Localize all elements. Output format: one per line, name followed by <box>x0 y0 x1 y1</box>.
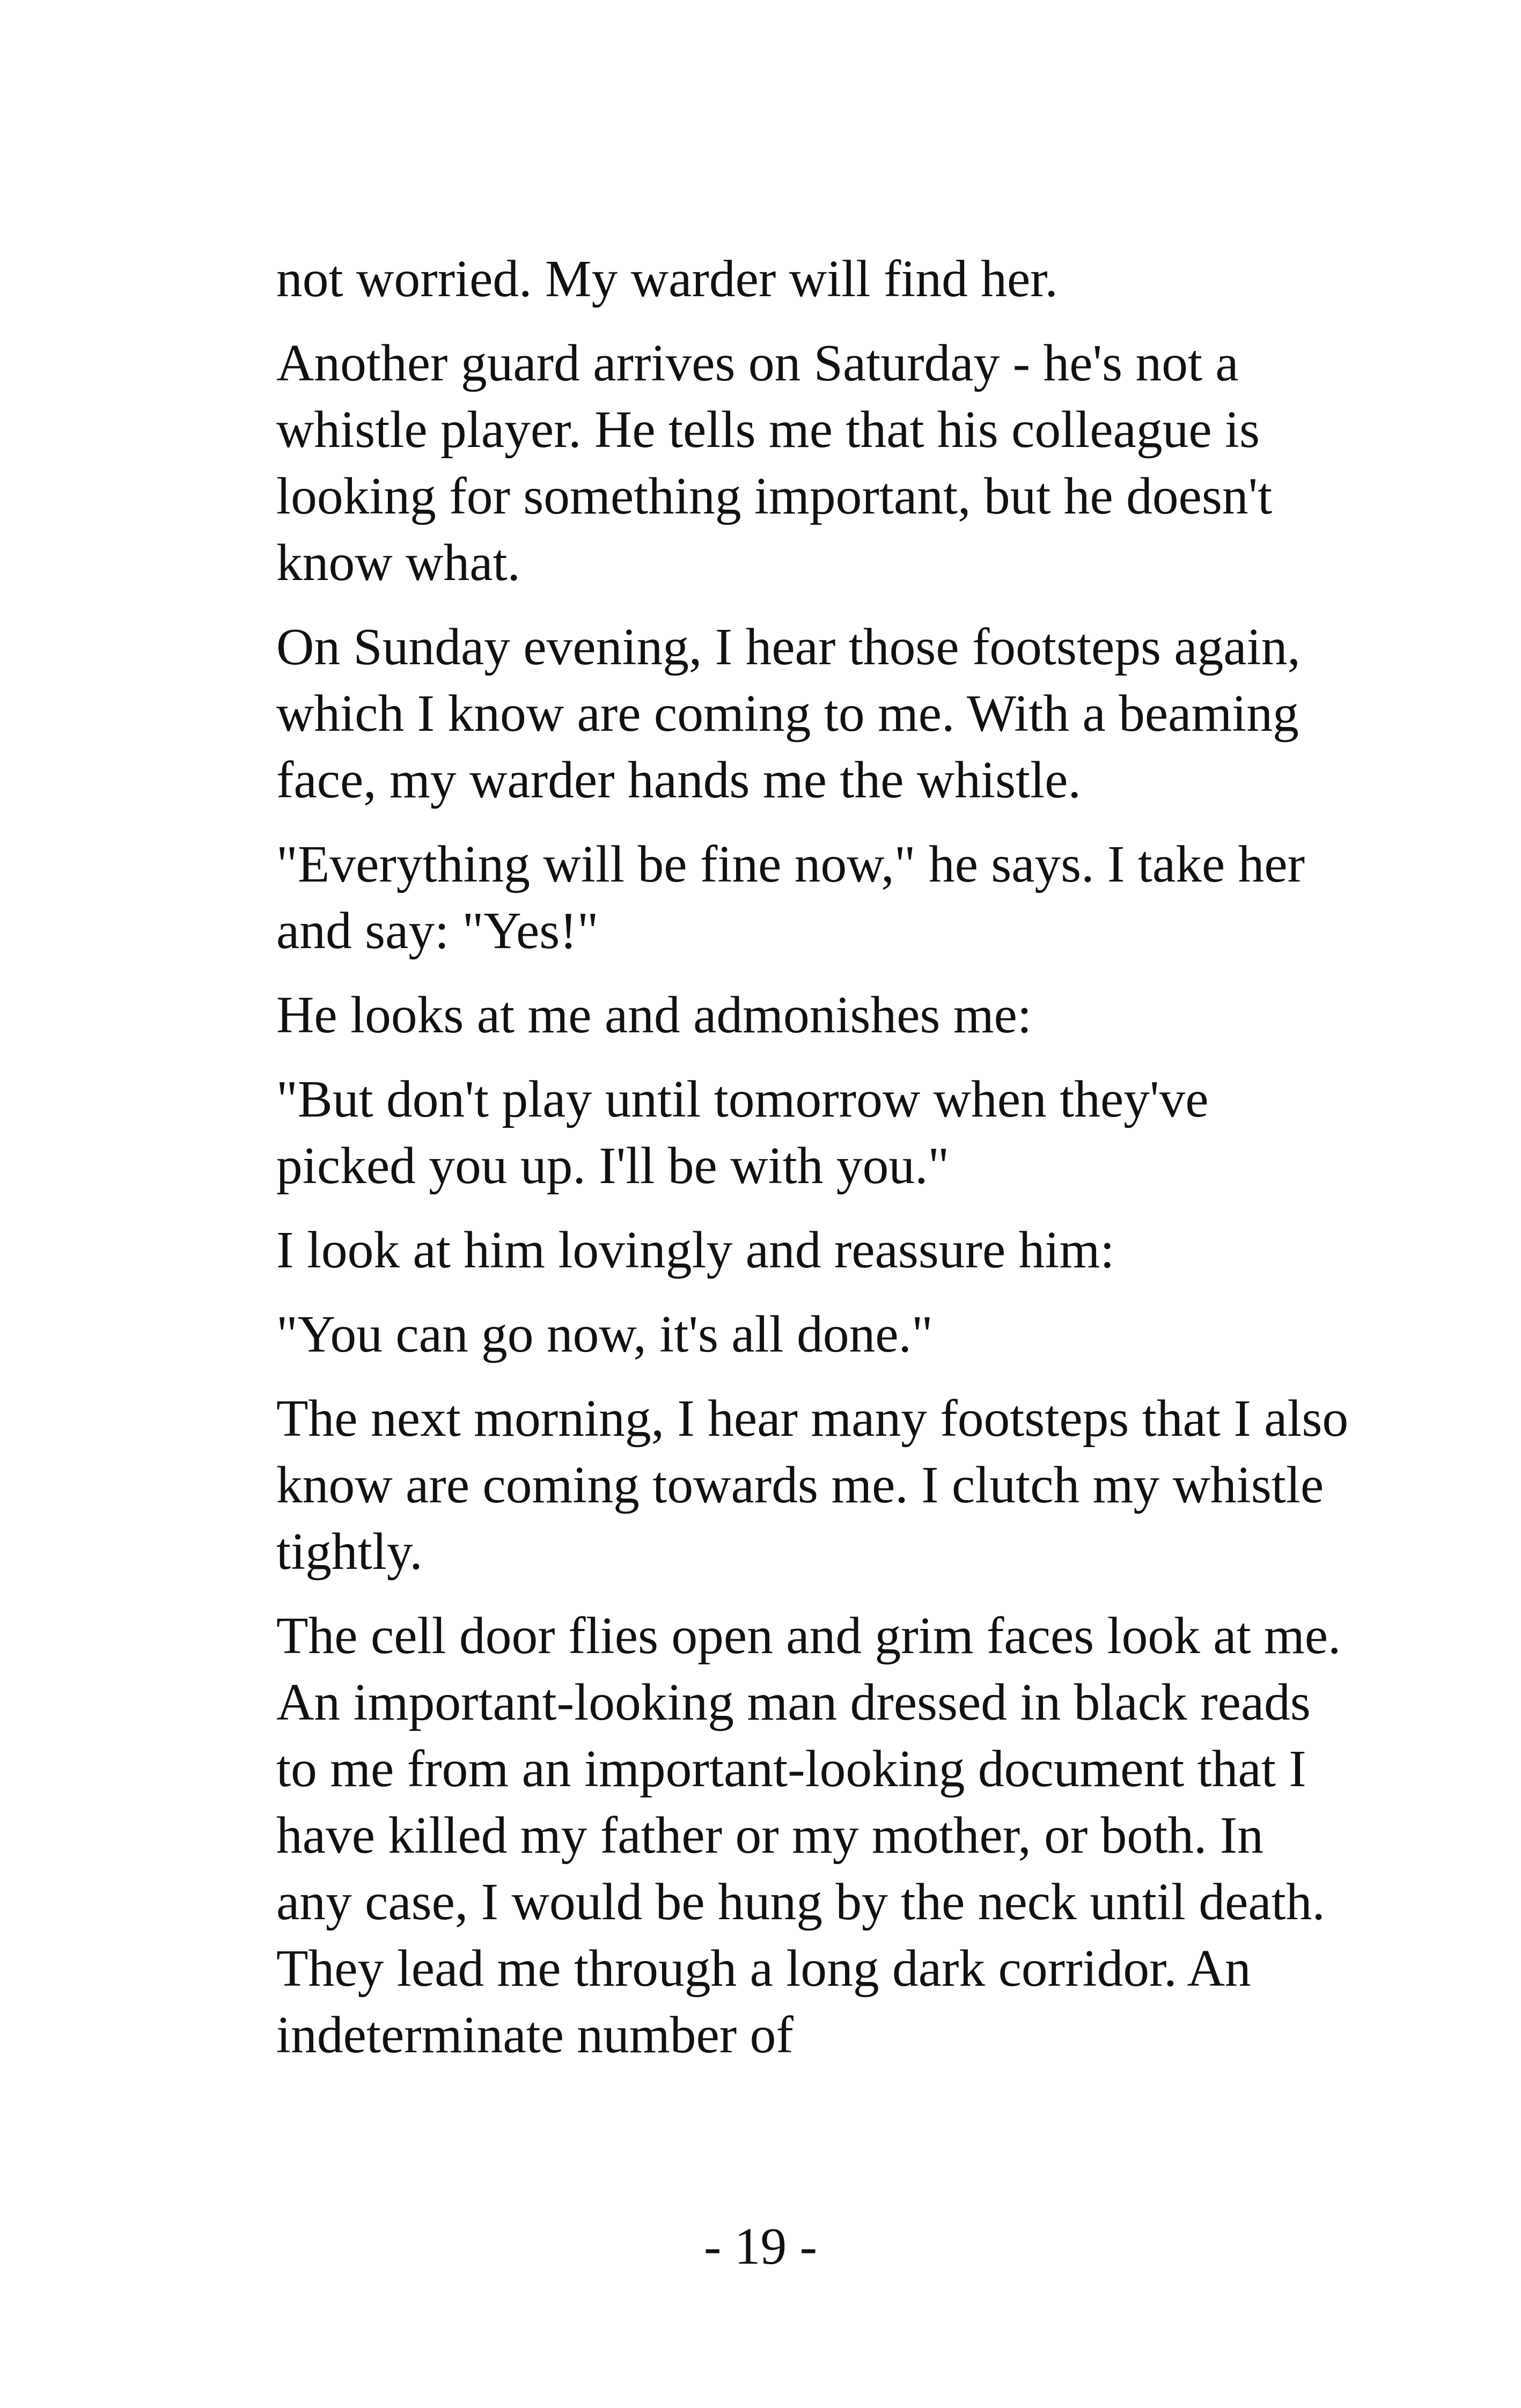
paragraph-1: not worried. My warder will find her. <box>276 250 1058 308</box>
paragraph-4: "Everything will be fine now," he says. I take her and say: "Yes!" <box>276 835 1305 960</box>
paragraph-7: I look at him lovingly and reassure him: <box>276 1221 1115 1279</box>
paragraph-9: The next morning, I hear many footsteps that I also know are coming towards me. I clutch my whistle tightly. <box>276 1390 1349 1581</box>
page-number: - 19 - <box>703 2218 818 2275</box>
paragraph-3: On Sunday evening, I hear those footsteps again, which I know are coming to me. With a beaming face, my warder hands me the whistle. <box>276 618 1300 809</box>
paragraph-10: The cell door flies open and grim faces look at me. An important-looking man dressed in black reads to me from an important-looking document that I have killed my father or my mother, or both. In any case, I would be hung by the neck until death. They lead me through a long dark corridor. An indeterminate number of <box>276 1607 1341 2064</box>
paragraph-2: Another guard arrives on Saturday - he's not a whistle player. He tells me that his colleague is looking for something important, but he doesn't know what. <box>276 334 1273 592</box>
body-text <box>276 246 1349 2068</box>
paragraph-8: "You can go now, it's all done." <box>276 1305 933 1363</box>
paragraph-6: "But don't play until tomorrow when they've picked you up. I'll be with you." <box>276 1070 1209 1195</box>
paragraph-5: He looks at me and admonishes me: <box>276 986 1032 1044</box>
